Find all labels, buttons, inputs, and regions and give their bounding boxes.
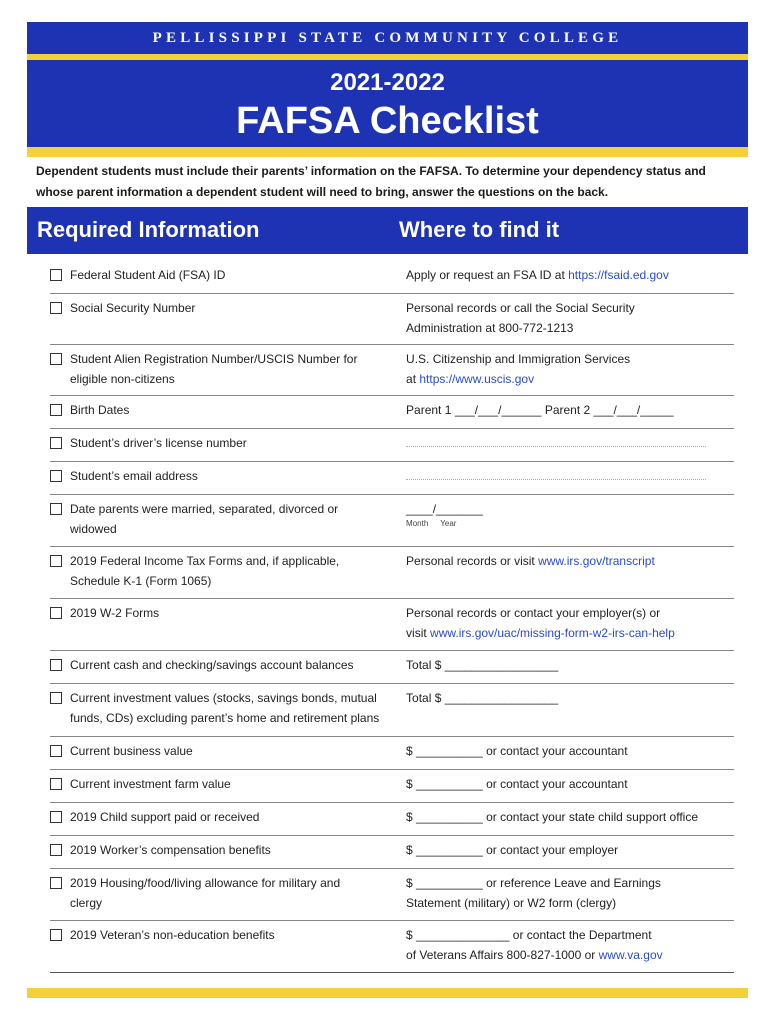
required-item	[50, 688, 398, 736]
table-row	[50, 599, 734, 651]
checkbox[interactable]	[50, 437, 62, 449]
gold-stripe	[27, 147, 748, 157]
required-item	[50, 873, 398, 920]
required-item	[50, 265, 398, 293]
item-label: Current investment values (stocks, savings bonds, mutual	[70, 691, 377, 705]
where-to-find	[398, 807, 734, 835]
source-text: Personal records or call the Social Security	[406, 301, 635, 315]
table-row	[50, 803, 734, 836]
item-label: Current investment farm value	[70, 777, 231, 791]
source-text: ____/_______	[406, 502, 483, 516]
where-to-find: Personal records or contact your employer(s) or visit www.irs.gov/uac/missing-form-w2-irs-can-help	[398, 603, 734, 650]
where-to-find	[398, 466, 734, 494]
source-text: $ __________ or contact your employer	[406, 843, 619, 857]
where-to-find	[398, 655, 734, 683]
item-label: funds, CDs) excluding parent’s home and retirement plans	[70, 711, 380, 725]
required-item	[50, 774, 398, 802]
where-to-find	[398, 741, 734, 769]
intro-text: Dependent students must include their parents’ information on the FAFSA. To determine your dependency status and whose parent information a dependent student will need to bring, answer the questions on the back.	[36, 164, 706, 199]
table-row	[50, 651, 734, 684]
required-item	[50, 741, 398, 769]
where-to-find	[398, 840, 734, 868]
item-label: Current cash and checking/savings account balances	[70, 658, 354, 672]
item-label: eligible non-citizens	[70, 372, 175, 386]
college-banner	[27, 22, 748, 54]
table-row	[50, 921, 734, 973]
table-row	[50, 737, 734, 770]
month-label: Month	[406, 519, 429, 528]
checklist-table	[50, 261, 734, 973]
table-row	[50, 261, 734, 294]
required-item	[50, 655, 398, 683]
title-banner	[27, 60, 748, 147]
checkbox[interactable]	[50, 302, 62, 314]
table-row	[50, 396, 734, 429]
table-row	[50, 836, 734, 869]
source-text: Statement (military) or W2 form (clergy)	[406, 896, 617, 910]
item-label: Social Security Number	[70, 301, 196, 315]
table-row	[50, 547, 734, 599]
checkbox[interactable]	[50, 269, 62, 281]
resource-link[interactable]: www.va.gov	[598, 948, 663, 962]
checkbox[interactable]	[50, 844, 62, 856]
resource-link[interactable]: www.irs.gov/uac/missing-form-w2-irs-can-help	[430, 626, 675, 640]
checkbox[interactable]	[50, 778, 62, 790]
checkbox[interactable]	[50, 404, 62, 416]
checkbox[interactable]	[50, 811, 62, 823]
required-item	[50, 466, 398, 494]
item-label: Birth Dates	[70, 403, 130, 417]
where-to-find	[398, 298, 734, 344]
item-label: Current business value	[70, 744, 193, 758]
required-item	[50, 349, 398, 395]
where-to-find	[398, 774, 734, 802]
required-item	[50, 840, 398, 868]
page-title: FAFSA Checklist	[236, 100, 539, 142]
source-text: Parent 1 ___/___/______ Parent 2 ___/___/_____	[406, 403, 674, 417]
table-row	[50, 684, 734, 737]
source-text: $ __________ or contact your accountant	[406, 777, 628, 791]
checkbox[interactable]	[50, 929, 62, 941]
table-row	[50, 869, 734, 921]
where-to-find	[398, 688, 734, 736]
checkbox[interactable]	[50, 503, 62, 515]
checkbox[interactable]	[50, 607, 62, 619]
resource-link[interactable]: https://www.uscis.gov	[419, 372, 535, 386]
source-text: $ __________ or contact your accountant	[406, 744, 628, 758]
item-label: 2019 Child support paid or received	[70, 810, 260, 824]
source-text: $ __________ or contact your state child support office	[406, 810, 699, 824]
checkbox[interactable]	[50, 555, 62, 567]
source-text: Personal records or contact your employer(s) or	[406, 606, 661, 620]
item-label: Student’s email address	[70, 469, 198, 483]
source-text: U.S. Citizenship and Immigration Services	[406, 352, 631, 366]
entry-line[interactable]	[406, 434, 706, 447]
academic-year: 2021-2022	[330, 69, 445, 96]
required-item	[50, 400, 398, 428]
source-text: Total $ _________________	[406, 691, 559, 705]
where-to-find	[398, 499, 734, 546]
item-label: 2019 Housing/food/living allowance for military and	[70, 876, 341, 890]
required-item	[50, 925, 398, 972]
item-label: 2019 W-2 Forms	[70, 606, 160, 620]
where-to-find: Personal records or visit www.irs.gov/transcript	[406, 554, 655, 568]
checkbox[interactable]	[50, 470, 62, 482]
where-to-find	[398, 400, 734, 428]
where-to-find-heading: Where to find it	[399, 217, 560, 242]
required-item	[50, 603, 398, 650]
checkbox[interactable]	[50, 659, 62, 671]
where-to-find	[398, 433, 734, 461]
table-row	[50, 462, 734, 495]
where-to-find: $ ______________ or contact the Department of Veterans Affairs 800-827-1000 or www.va.gov	[398, 925, 734, 972]
item-label: clergy	[70, 896, 103, 910]
item-label: Date parents were married, separated, divorced or	[70, 502, 339, 516]
table-row	[50, 495, 734, 547]
required-item	[50, 499, 398, 546]
table-row	[50, 770, 734, 803]
checkbox[interactable]	[50, 877, 62, 889]
table-row	[50, 345, 734, 396]
item-label: 2019 Veteran’s non-education benefits	[70, 928, 275, 942]
resource-link[interactable]: https://fsaid.ed.gov	[568, 268, 669, 282]
required-info-heading: Required Information	[37, 217, 260, 242]
required-item	[50, 298, 398, 344]
item-label: Federal Student Aid (FSA) ID	[70, 268, 226, 282]
checkbox[interactable]	[50, 692, 62, 704]
item-label: 2019 Federal Income Tax Forms and, if applicable,	[70, 554, 340, 568]
item-label: 2019 Worker’s compensation benefits	[70, 843, 271, 857]
where-to-find	[398, 873, 734, 920]
table-row	[50, 429, 734, 462]
year-label: Year	[440, 519, 457, 528]
table-header	[27, 207, 748, 254]
required-item	[50, 433, 398, 461]
source-text: Total $ _________________	[406, 658, 559, 672]
resource-link[interactable]: www.irs.gov/transcript	[538, 554, 655, 568]
checkbox[interactable]	[50, 745, 62, 757]
item-label: Schedule K-1 (Form 1065)	[70, 574, 212, 588]
source-text: $ __________ or reference Leave and Earnings	[406, 876, 661, 890]
required-item	[50, 551, 398, 598]
required-item	[50, 807, 398, 835]
entry-line[interactable]	[406, 467, 706, 480]
item-label: Student’s driver’s license number	[70, 436, 247, 450]
table-row	[50, 294, 734, 345]
item-label: Student Alien Registration Number/USCIS Number for	[70, 352, 358, 366]
gold-footer-stripe	[27, 988, 748, 998]
source-text: $ ______________ or contact the Department	[406, 928, 652, 942]
where-to-find: Apply or request an FSA ID at https://fsaid.ed.gov	[406, 268, 669, 282]
where-to-find: U.S. Citizenship and Immigration Services at https://www.uscis.gov	[398, 349, 734, 395]
college-name: PELLISSIPPI STATE COMMUNITY COLLEGE	[152, 29, 623, 46]
item-label: widowed	[70, 522, 117, 536]
checkbox[interactable]	[50, 353, 62, 365]
source-text: Administration at 800-772-1213	[406, 321, 574, 335]
